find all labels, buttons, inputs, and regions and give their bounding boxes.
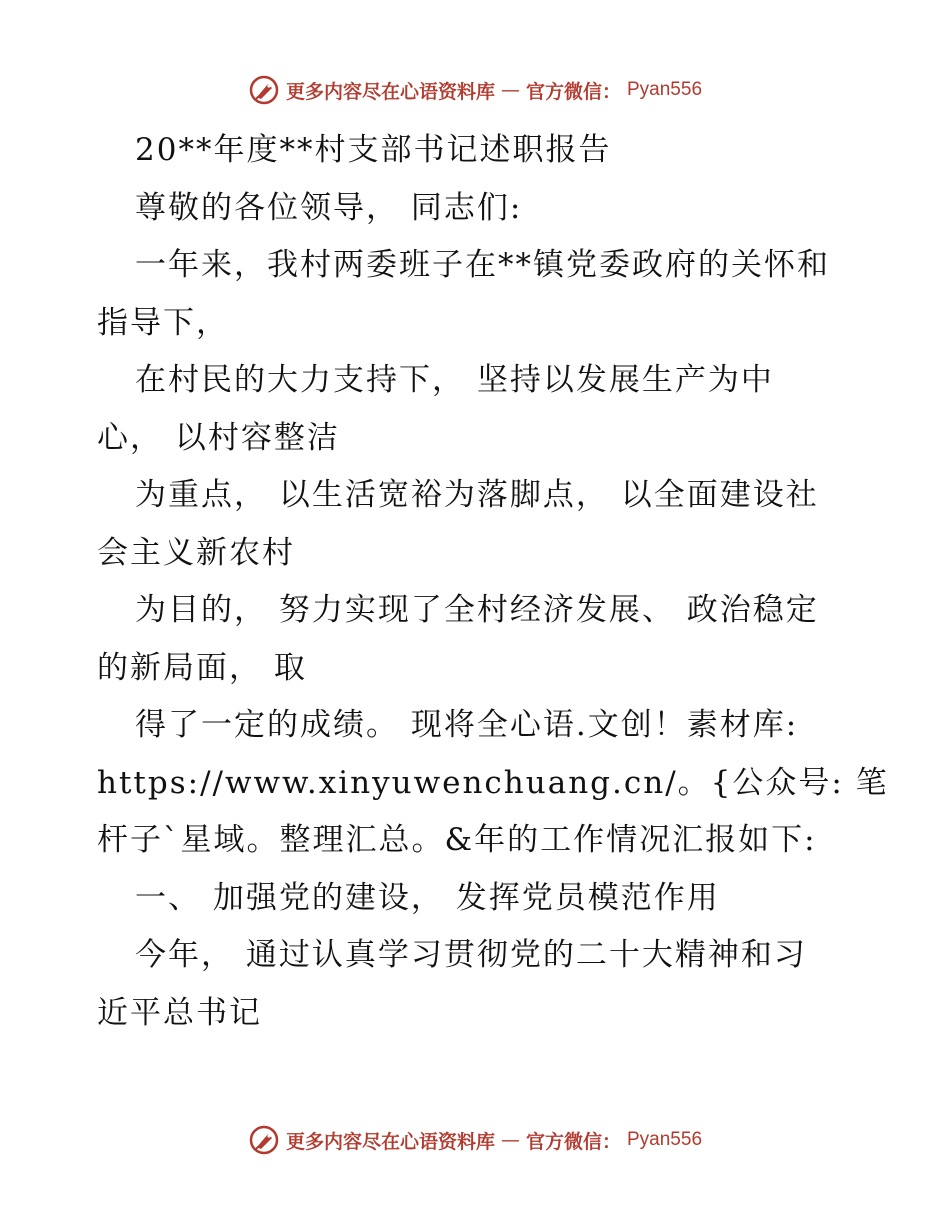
- paragraph-line: 在村民的大力支持下， 坚持以发展生产为中: [135, 362, 774, 398]
- header-separator: —: [500, 79, 520, 101]
- document-title: 20**年度**村支部书记述职报告: [135, 132, 612, 168]
- paragraph-line-url: https://www.xinyuwenchuang.cn/。{公众号: 笔: [97, 764, 889, 801]
- document-body: [97, 122, 889, 1042]
- paragraph-line: 一年来，我村两委班子在**镇党委政府的关怀和: [135, 247, 830, 283]
- pen-nib-circle-icon: [248, 1124, 280, 1156]
- paragraph-line: 得了一定的成绩。 现将全心语.文创！素材库:: [135, 707, 799, 743]
- paragraph-line: 为目的， 努力实现了全村经济发展、 政治稳定: [135, 592, 819, 628]
- paragraph-line: 心， 以村容整洁: [97, 419, 340, 456]
- header-wechat-label: 官方微信：: [525, 80, 621, 103]
- paragraph-line: 杆子`星域。整理汇总。&年的工作情况汇报如下:: [97, 822, 817, 858]
- paragraph-line: 近平总书记: [97, 994, 262, 1031]
- footer-wechat-id: Pyan556: [627, 1129, 703, 1150]
- paragraph-line: 为重点， 以生活宽裕为落脚点， 以全面建设社: [135, 477, 819, 513]
- pen-nib-circle-icon: [248, 74, 280, 106]
- section-heading: 一、 加强党的建设， 发挥党员模范作用: [135, 879, 720, 916]
- header-slogan: 更多内容尽在心语资料库: [285, 80, 495, 103]
- salutation: 尊敬的各位领导， 同志们:: [135, 189, 523, 226]
- paragraph-line: 指导下，: [97, 304, 229, 341]
- paragraph-line: 的新局面， 取: [97, 649, 307, 686]
- footer-separator: —: [500, 1129, 520, 1151]
- footer-wechat-label: 官方微信：: [525, 1130, 621, 1153]
- footer-watermark-banner: [0, 1120, 950, 1160]
- paragraph-line: 会主义新农村: [97, 534, 295, 571]
- header-watermark-banner: [0, 70, 950, 110]
- header-wechat-id: Pyan556: [627, 79, 703, 100]
- footer-slogan: 更多内容尽在心语资料库: [285, 1130, 495, 1153]
- paragraph-line: 今年， 通过认真学习贯彻党的二十大精神和习: [135, 937, 807, 973]
